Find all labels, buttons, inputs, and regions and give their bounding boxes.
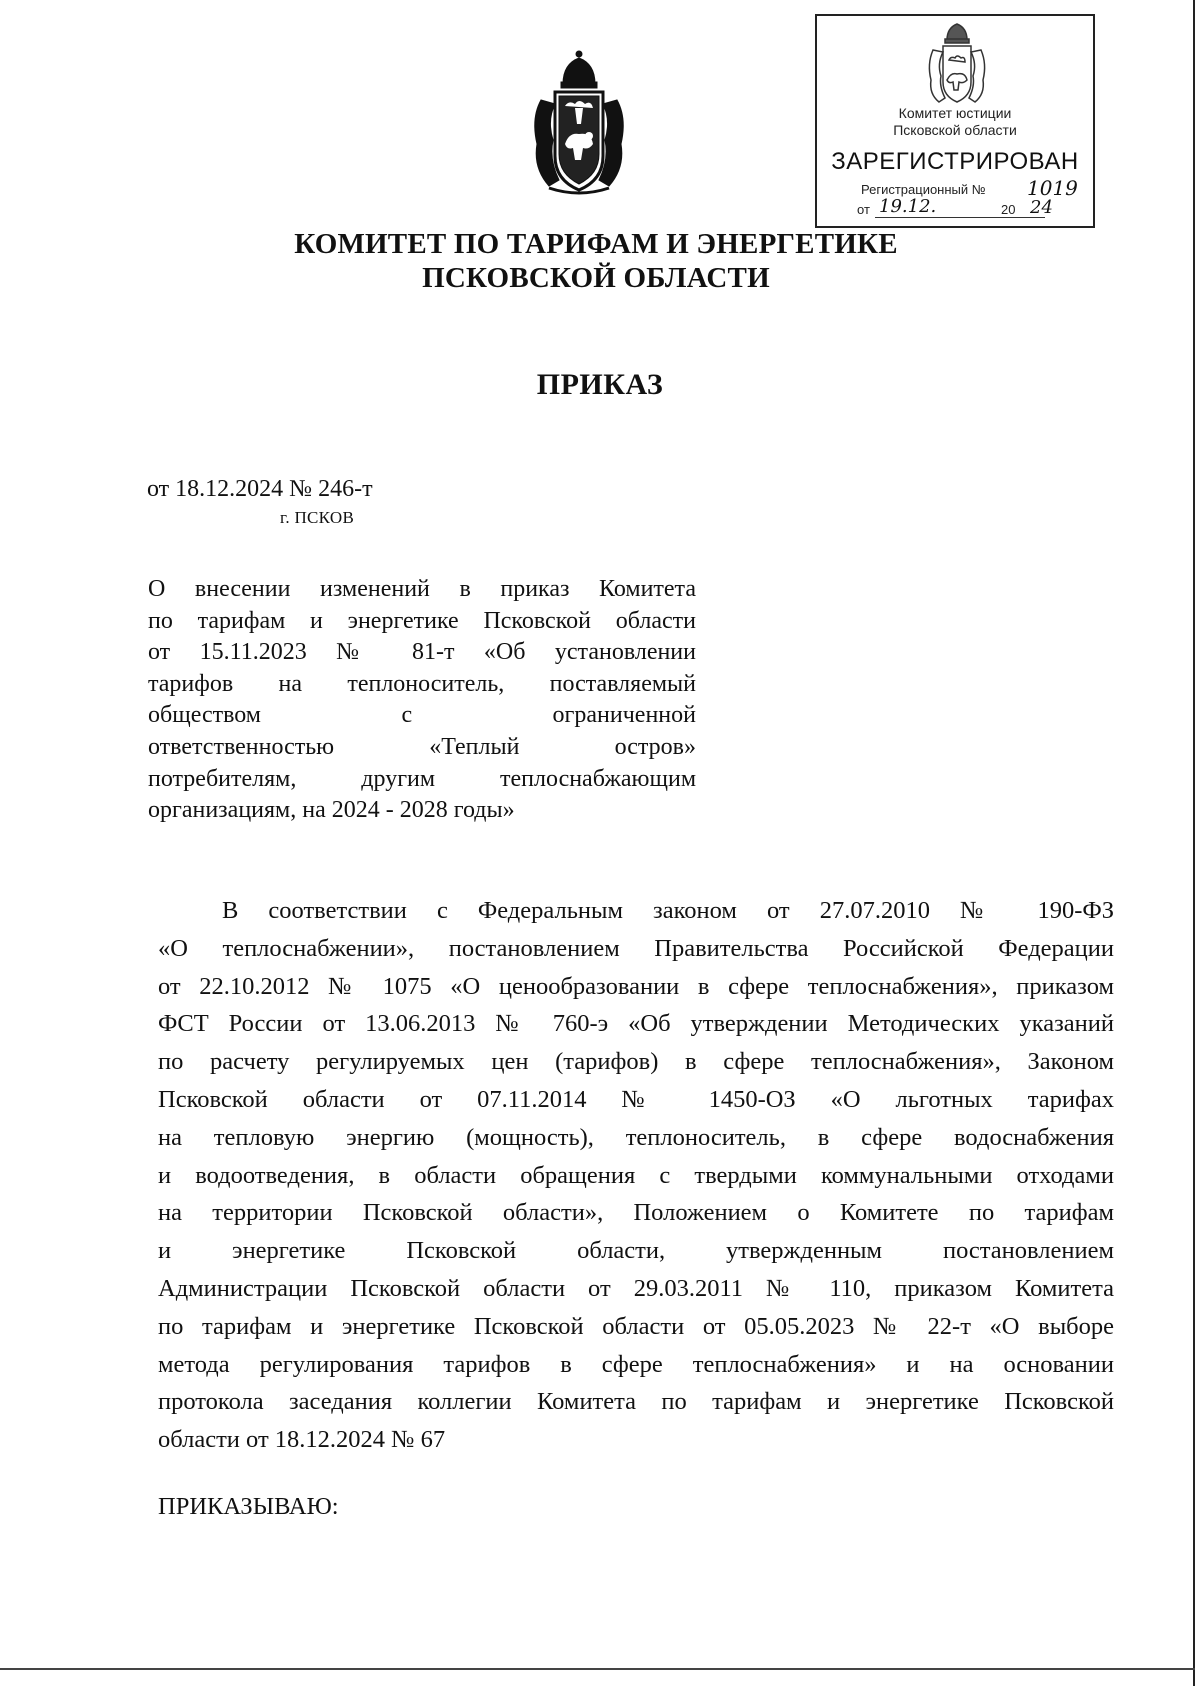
coat-of-arms-emblem [523,48,635,198]
registration-stamp [815,14,1095,228]
body-line: ФСТ России от 13.06.2013 № 760-э «Об утверждении Методических указаний [158,1010,1114,1038]
subject-line: от 15.11.2023 № 81-т «Об установлении [148,639,696,666]
stamp-year-prefix: 20 [1001,202,1016,217]
body-line: «О теплоснабжении», постановлением Правительства Российской Федерации [158,934,1114,962]
body-line: от 22.10.2012 № 1075 «О ценообразовании в сфере теплоснабжения», приказом [158,972,1114,1000]
body-line: и энергетике Псковской области, утвержденным постановлением [158,1237,1114,1265]
document-body-paragraph [158,892,1114,1459]
document-type-title: ПРИКАЗ [536,368,664,401]
stamp-status: ЗАРЕГИСТРИРОВАН [831,148,1079,175]
subject-line: по тарифам и энергетике Псковской области [148,607,696,634]
stamp-org-line1: Комитет юстиции [898,105,1012,121]
body-line: по тарифам и энергетике Псковской области от 05.05.2023 № 22-т «О выборе [158,1312,1114,1340]
document-city: г. ПСКОВ [280,508,355,527]
subject-line: тарифов на теплоноситель, поставляемый [148,670,696,697]
stamp-date-value: 19.12. [879,196,937,217]
body-line: Администрации Псковской области от 29.03.2011 № 110, приказом Комитета [158,1274,1114,1302]
body-line: метода регулирования тарифов в сфере теплоснабжения» и на основании [158,1350,1114,1378]
subject-line: обществом с ограниченной [148,702,696,729]
document-number-date: от 18.12.2024 № 246-т [147,476,373,502]
subject-line: О внесении изменений в приказ Комитета [148,576,696,602]
subject-line: ответственностью «Теплый остров» [148,733,696,760]
subject-line: организациям, на 2024 - 2028 годы» [148,797,515,824]
page-edge-bottom [0,1668,1195,1670]
stamp-coat-of-arms-icon [923,20,991,108]
body-line: по расчету регулируемых цен (тарифов) в сфере теплоснабжения», Законом [158,1048,1114,1076]
org-name-line2: ПСКОВСКОЙ ОБЛАСТИ [422,262,770,294]
order-directive: ПРИКАЗЫВАЮ: [158,1493,339,1520]
stamp-reg-number-label: Регистрационный № [861,182,986,197]
stamp-date-label: от [857,202,870,217]
body-line: на территории Псковской области», Положением о Комитете по тарифам [158,1199,1114,1227]
stamp-org-line2: Псковской области [893,122,1017,138]
stamp-reg-number-value: 1019 [1027,176,1078,200]
body-line: В соответствии с Федеральным законом от 27.07.2010 № 190-ФЗ [222,897,1114,924]
body-line: области от 18.12.2024 № 67 [158,1426,446,1454]
subject-line: потребителям, другим теплоснабжающим [148,765,696,792]
document-subject [148,574,696,827]
stamp-date-underline [875,217,1045,218]
body-line: и водоотведения, в области обращения с твердыми коммунальными отходами [158,1161,1114,1189]
body-line: протокола заседания коллегии Комитета по тарифам и энергетике Псковской [158,1388,1114,1416]
org-name-line1: КОМИТЕТ ПО ТАРИФАМ И ЭНЕРГЕТИКЕ [294,228,898,260]
stamp-year-handwritten: 24 [1030,197,1053,218]
body-line: на тепловую энергию (мощность), теплоноситель, в сфере водоснабжения [158,1123,1114,1151]
body-line: Псковской области от 07.11.2014 № 1450-ОЗ «О льготных тарифах [158,1085,1114,1113]
